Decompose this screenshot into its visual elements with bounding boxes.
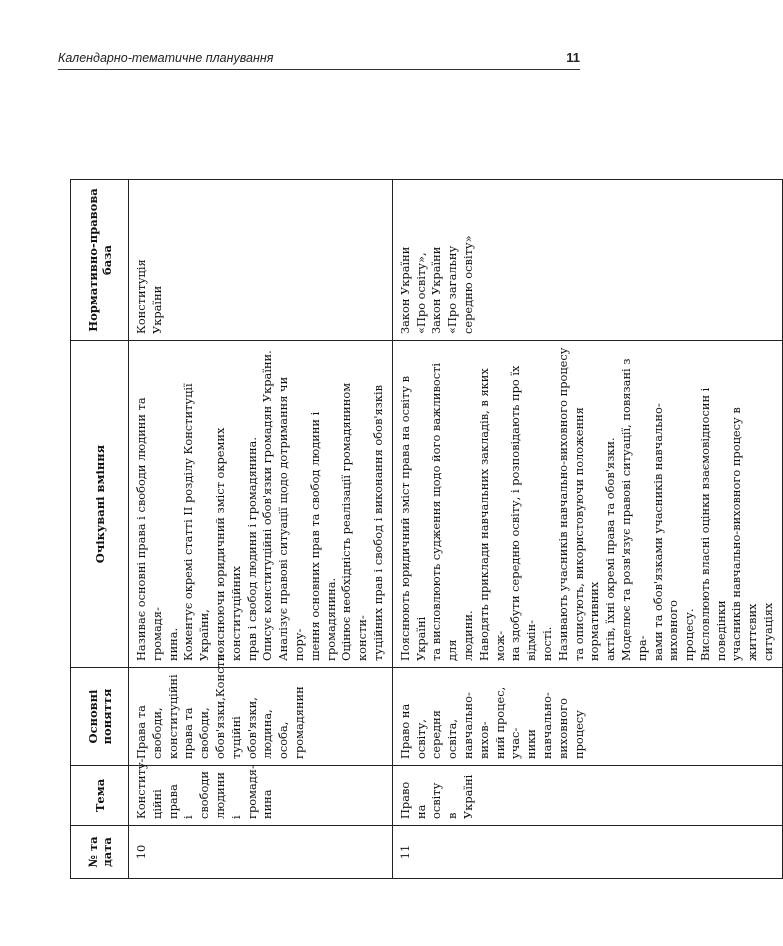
cell-concepts	[129, 649, 393, 766]
page-header	[58, 50, 580, 70]
cell-line: громадянин	[291, 686, 306, 759]
cell-line: Закон України	[397, 246, 412, 334]
table-row	[129, 87, 393, 879]
cell-line: та висловлюють судження щодо його важливості для	[429, 362, 460, 661]
cell-line: на освіту	[413, 782, 444, 819]
cell-line: пояснюючи юридичний зміст окремих конституційних	[212, 427, 243, 661]
cell-line: Називають учасників навчально-виховного процесу	[555, 347, 570, 661]
cell-line: «Про освіту»,	[413, 252, 428, 334]
cell-line: обов'язки,Консти-	[212, 649, 227, 759]
cell-number: 11	[392, 826, 782, 879]
cell-line: Оцінює необхідність реалізації громадянином консти-	[339, 382, 370, 661]
cell-line: Конститу-	[134, 758, 148, 819]
cell-legal-basis	[392, 180, 782, 341]
rotated-table-wrapper	[70, 87, 776, 879]
cell-line: Висловлюють власні оцінки взаємовідносин і поведінки	[697, 387, 728, 661]
cell-line: права та свободи,	[181, 707, 212, 759]
table-row	[392, 87, 782, 879]
header-rule	[58, 69, 580, 70]
cell-line: ситуаціях	[761, 602, 776, 661]
cell-number: 10	[129, 826, 393, 879]
cell-line: процесу.	[682, 608, 697, 661]
cell-line: Закон України	[429, 246, 444, 334]
cell-line: Права та свободи,	[134, 705, 164, 759]
cell-topic	[129, 758, 393, 826]
cell-line: України	[149, 285, 164, 334]
cell-line: Право	[397, 781, 412, 819]
cell-line: «Про загальну	[445, 245, 460, 334]
cell-concepts	[392, 668, 782, 766]
cell-line: Називає основні права і свободи людини та громадя-	[134, 397, 164, 661]
header-legal-basis: Нормативно-правова база	[71, 180, 129, 341]
page-number: 11	[566, 50, 580, 65]
cell-line: Описує конституційні обов'язки громадян України.	[260, 350, 275, 661]
cell-line: Наводять приклади навчальних закладів, в яких мож-	[476, 368, 507, 661]
cell-line: Конституція	[134, 259, 148, 334]
header-skills: Очікувані вміння	[71, 341, 129, 668]
cell-line: ності.	[539, 626, 554, 661]
cell-line: і громадя-	[228, 765, 259, 819]
cell-line: і свободи	[181, 771, 212, 819]
cell-line: ційні права	[149, 784, 180, 819]
cell-line: нина.	[165, 627, 180, 661]
cell-line: на здобути середню освіту, і розповідають про їх відмін-	[508, 365, 539, 661]
cell-skills	[129, 341, 393, 668]
cell-line: навчально-вихов-	[460, 692, 491, 759]
cell-legal-basis	[129, 180, 393, 341]
cell-line: Коментує окремі статті ІІ розділу Конституції України,	[181, 383, 212, 661]
cell-topic	[392, 766, 782, 826]
cell-line: туційних прав і свобод і виконання обов'язків	[370, 384, 385, 661]
table-header-row	[71, 87, 129, 879]
running-title: Календарно-тематичне планування	[58, 51, 274, 65]
cell-line: учасників навчально-виховного процесу в життєвих	[729, 407, 760, 661]
cell-line: людина, особа,	[260, 709, 291, 759]
cell-line: прав і свобод людини і громадянина.	[244, 437, 259, 661]
cell-line: ний процес, учас-	[492, 686, 523, 759]
cell-line: Моделює та розв'язує правові ситуації, повязані з пра-	[618, 358, 649, 661]
cell-line: туційні обов'язки,	[228, 697, 259, 759]
cell-line: нина	[260, 789, 275, 819]
header-concepts: Основні поняття	[71, 668, 129, 766]
header-number-date: № та дата	[71, 826, 129, 879]
cell-line: Право на освіту,	[397, 703, 428, 759]
cell-line: в Україні	[445, 774, 475, 819]
cell-line: актів, їхні окремі права та обов'язки.	[603, 437, 618, 661]
cell-line: Пояснюють юридичний зміст права на освіту в Україні	[397, 375, 428, 661]
cell-line: ники навчально-	[524, 692, 554, 759]
cell-line: людини	[212, 772, 227, 819]
cell-line: шення основних прав та свобод людини і громадянина.	[307, 411, 338, 661]
header-topic: Тема	[71, 766, 129, 826]
cell-skills	[392, 341, 782, 668]
cell-line: середню освіту»	[460, 235, 475, 334]
cell-line: та описують, використовуючи положення нормативних	[571, 407, 602, 661]
cell-line: людини.	[460, 610, 475, 661]
cell-line: вами та обов'язками учасників навчально-виховного	[650, 403, 681, 661]
cell-line: виховного процесу	[555, 698, 586, 759]
planning-table	[70, 86, 783, 879]
cell-line: конституційні	[165, 674, 180, 759]
cell-line: середня освіта,	[429, 710, 460, 759]
cell-line: Аналізує правові ситуації щодо дотримання чи пору-	[276, 376, 306, 661]
